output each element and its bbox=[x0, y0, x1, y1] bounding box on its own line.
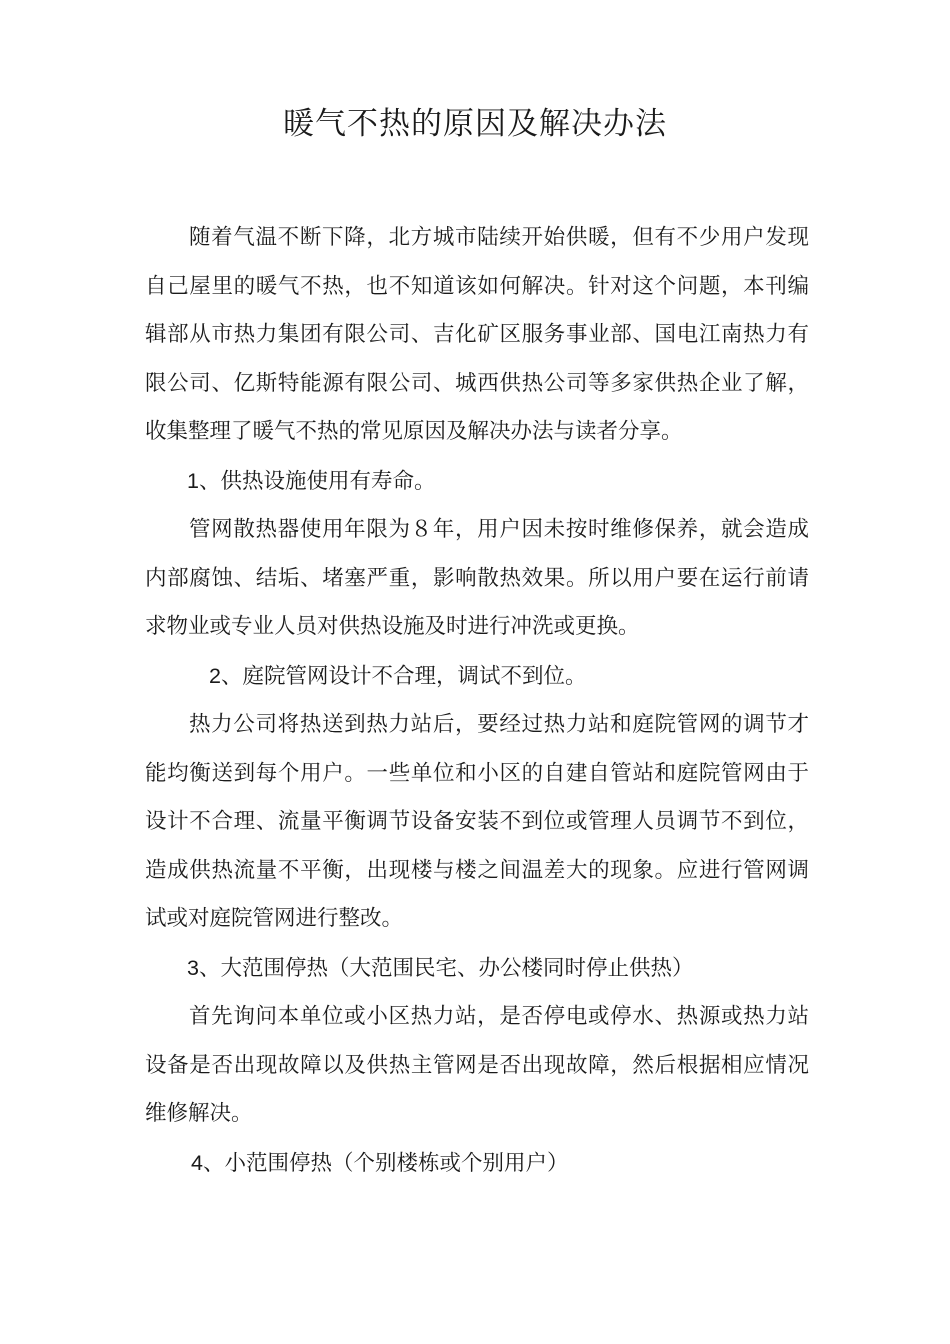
section-heading-3 bbox=[145, 944, 809, 994]
section-heading-text-3: 、大范围停热（大范围民宅、办公楼同时停止供热） bbox=[198, 955, 694, 981]
section-heading-2 bbox=[145, 652, 809, 702]
section-heading-1 bbox=[145, 457, 809, 507]
section-heading-text-4: 、小范围停热（个别楼栋或个别用户） bbox=[202, 1150, 569, 1176]
section-number-4: 4 bbox=[191, 1150, 203, 1175]
section-paragraph-3: 首先询问本单位或小区热力站，是否停电或停水、热源或热力站设备是否出现故障以及供热主管网是否出现故障，然后根据相应情况维修解决。 bbox=[145, 1004, 809, 1126]
section-heading-text-1: 、供热设施使用有寿命。 bbox=[198, 468, 436, 494]
document-title: 暖气不热的原因及解决办法 bbox=[283, 106, 667, 142]
section-number-1: 1 bbox=[187, 468, 199, 493]
document-body bbox=[145, 214, 809, 1188]
section-number-2: 2 bbox=[209, 663, 221, 688]
section-heading-4 bbox=[145, 1139, 809, 1189]
section-number-3: 3 bbox=[187, 955, 199, 980]
intro-paragraph: 随着气温不断下降，北方城市陆续开始供暖，但有不少用户发现自己屋里的暖气不热，也不知道该如何解决。针对这个问题，本刊编辑部从市热力集团有限公司、吉化矿区服务事业部、国电江南热力有限公司、亿斯特能源有限公司、城西供热公司等多家供热企业了解，收集整理了暖气不热的常见原因及解决办法与读者分享。 bbox=[145, 225, 809, 444]
section-heading-text-2: 、庭院管网设计不合理，调试不到位。 bbox=[220, 663, 587, 689]
section-paragraph-2: 热力公司将热送到热力站后，要经过热力站和庭院管网的调节才能均衡送到每个用户。一些单位和小区的自建自管站和庭院管网由于设计不合理、流量平衡调节设备安装不到位或管理人员调节不到位，造成供热流量不平衡，出现楼与楼之间温差大的现象。应进行管网调试或对庭院管网进行整改。 bbox=[145, 712, 809, 931]
section-paragraph-1: 管网散热器使用年限为８年，用户因未按时维修保养，就会造成内部腐蚀、结垢、堵塞严重，影响散热效果。所以用户要在运行前请求物业或专业人员对供热设施及时进行冲洗或更换。 bbox=[145, 517, 809, 639]
